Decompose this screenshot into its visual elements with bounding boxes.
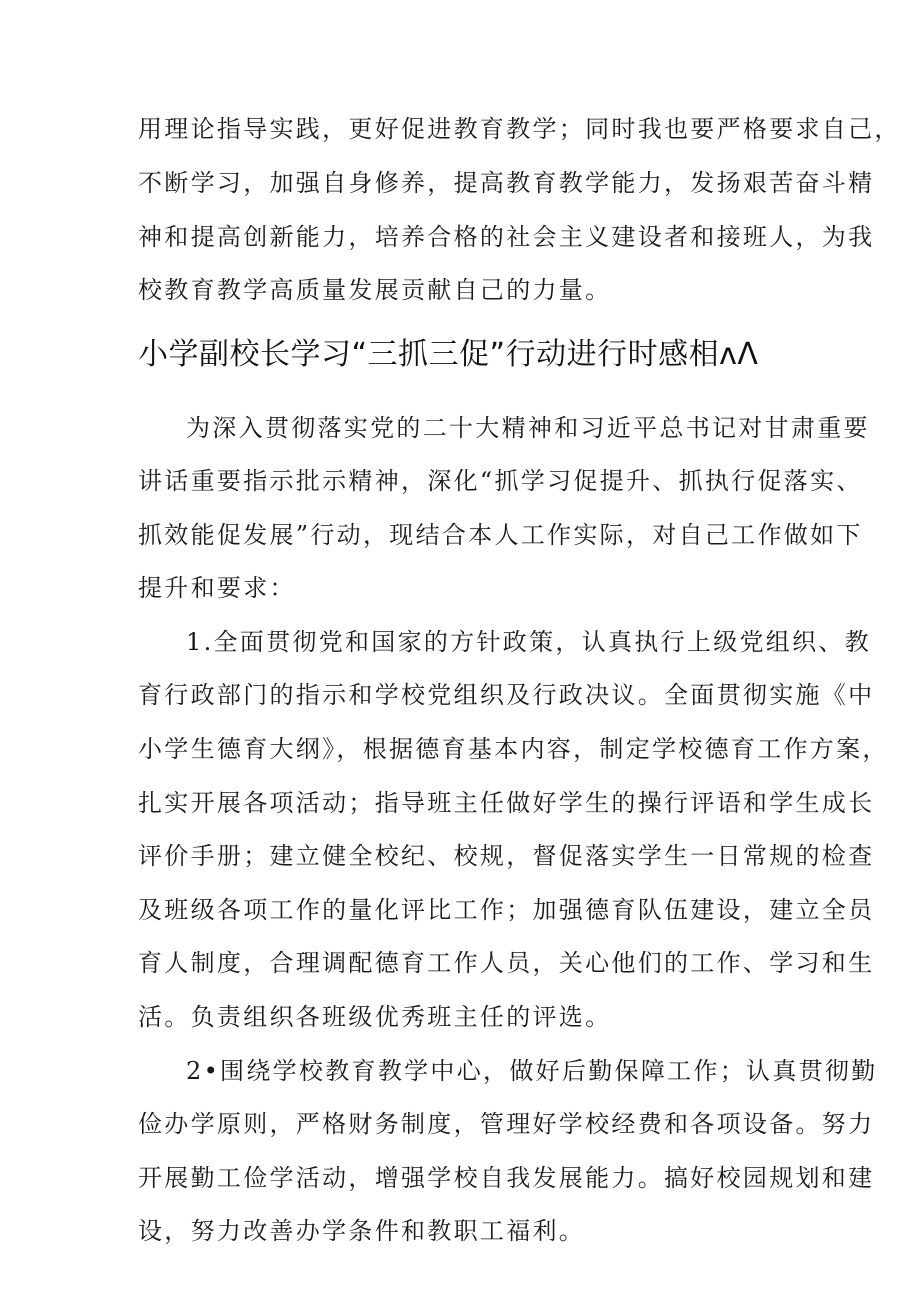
text-line: 及班级各项工作的量化评比工作；加强德育队伍建设，建立全员: [138, 896, 875, 924]
text-line: 育人制度，合理调配德育工作人员，关心他们的工作、学习和生: [138, 949, 875, 977]
text-line: 1.全面贯彻党和国家的方针政策，认真执行上级党组织、教: [186, 628, 871, 656]
text-line: 神和提高创新能力，培养合格的社会主义建设者和接班人，为我: [138, 223, 875, 251]
text-line: 为深入贯彻落实党的二十大精神和习近平总书记对甘肃重要: [186, 414, 870, 442]
text-line: 俭办学原则，严格财务制度，管理好学校经费和各项设备。努力: [138, 1110, 875, 1138]
text-line: 讲话重要指示批示精神，深化“抓学习促提升、抓执行促落实、: [138, 467, 863, 495]
text-line: 提升和要求：: [138, 574, 296, 602]
text-line: 抓效能促发展”行动，现结合本人工作实际，对自己工作做如下: [138, 521, 863, 549]
section-heading: 小学副校长学习“三抓三促”行动进行时感相ʌɅ: [138, 337, 759, 372]
text-line: 用理论指导实践，更好促进教育教学；同时我也要严格要求自己，: [138, 115, 901, 143]
text-line: 校教育教学高质量发展贡献自己的力量。: [138, 276, 612, 304]
text-line: 评价手册；建立健全校纪、校规，督促落实学生一日常规的检查: [138, 842, 875, 870]
text-line: 育行政部门的指示和学校党组织及行政决议。全面贯彻实施《中: [138, 681, 875, 709]
text-line: 不断学习，加强自身修养，提高教育教学能力，发扬艰苦奋斗精: [138, 169, 875, 197]
text-line: 扎实开展各项活动；指导班主任做好学生的操行评语和学生成长: [138, 789, 875, 817]
text-line: 2•围绕学校教育教学中心，做好后勤保障工作；认真贯彻勤: [186, 1057, 878, 1085]
text-line: 小学生德育大纲》，根据德育基本内容，制定学校德育工作方案，: [138, 735, 889, 763]
text-line: 活。负责组织各班级优秀班主任的评选。: [138, 1003, 612, 1031]
text-line: 开展勤工俭学活动，增强学校自我发展能力。搞好校园规划和建: [138, 1164, 875, 1192]
text-line: 设，努力改善办学条件和教职工福利。: [138, 1217, 586, 1245]
